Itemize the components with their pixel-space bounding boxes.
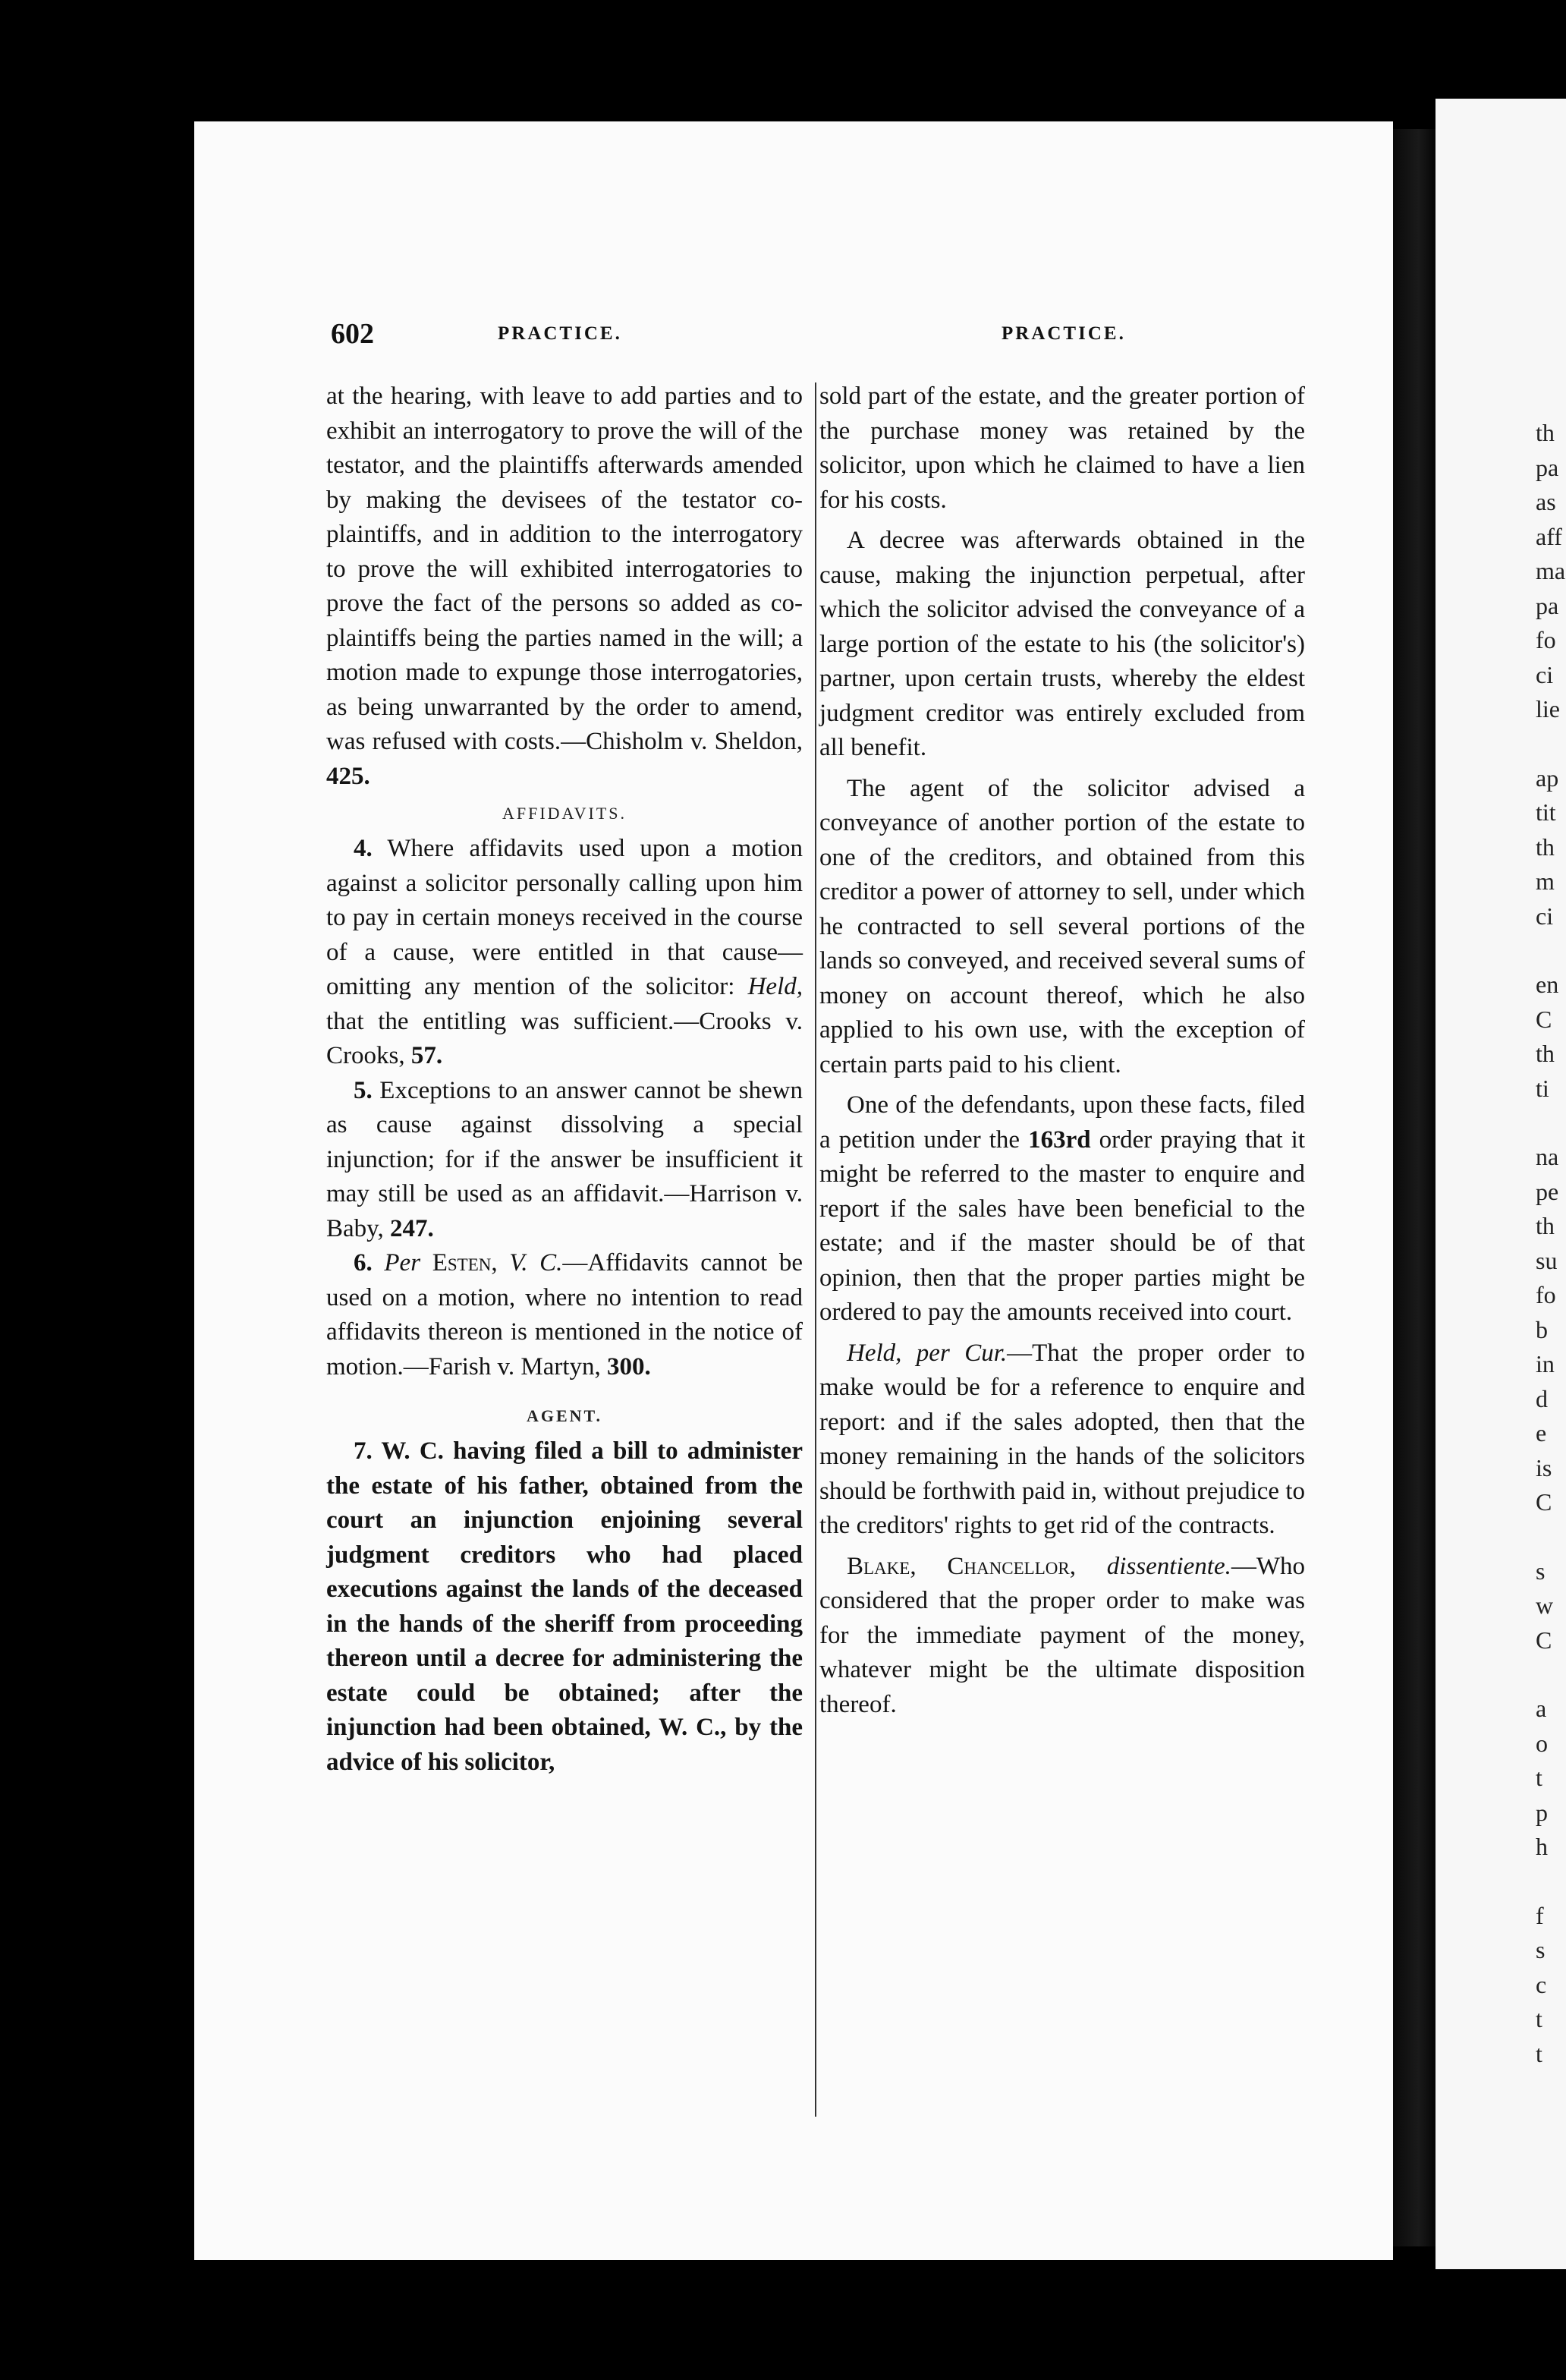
paragraph-text: —Affidavits cannot be used on a motion, where no intention to read affidavits thereon is mentioned in the notice of motion.—Farish v. Martyn,: [326, 1249, 803, 1380]
running-head-left: PRACTICE.: [498, 323, 622, 344]
facing-page-fragment: t: [1536, 1764, 1542, 1791]
paragraph-6: [326, 1246, 803, 1384]
facing-page-fragment: aff: [1536, 522, 1562, 550]
paragraph-text: Exceptions to an answer cannot be shewn as cause against dissolving a special injunction; for if the answer be insufficient it may still be used as an affidavit.—Harrison v. Baby,: [326, 1076, 803, 1242]
facing-page-fragment: p: [1536, 1798, 1548, 1826]
facing-page-text-fragments: [1536, 416, 1566, 2071]
per-italic: Per: [372, 1249, 432, 1277]
paragraph-held: [819, 1336, 1305, 1544]
facing-page-fragment: su: [1536, 1246, 1558, 1274]
paragraph-number: 7.: [354, 1437, 373, 1465]
case-page-ref: 425.: [326, 762, 370, 790]
paragraph-petition: [819, 1088, 1305, 1330]
facing-page-fragment: m: [1536, 867, 1555, 895]
held-per-cur: Held, per Cur.: [847, 1339, 1008, 1367]
paragraph-number: 4.: [354, 835, 373, 862]
paragraph-text: W. C. having filed a bill to administer the estate of his father, obtained from the court an injunction enjoining several judgment creditors who had placed executions against the lands of the deceased in the hands of the sheriff from proceeding thereon until a decree for administering the estate could be obtained; after the injunction had been obtained, W. C., by the advice of his solicitor,: [326, 1437, 803, 1776]
facing-page-fragment: ma: [1536, 557, 1566, 584]
facing-page-fragment: as: [1536, 488, 1556, 515]
column-rule: [815, 382, 816, 2117]
facing-page-fragment: th: [1536, 1212, 1555, 1239]
paragraph-4: [326, 832, 803, 1074]
judge-title: V. C.: [497, 1249, 563, 1277]
facing-page-fragment: fo: [1536, 1281, 1556, 1308]
case-page-ref: 300.: [607, 1352, 651, 1380]
facing-page-fragment: pa: [1536, 453, 1559, 481]
facing-page-fragment: pe: [1536, 1177, 1559, 1205]
right-column: [819, 379, 1305, 1722]
facing-page-fragment: ti: [1536, 1074, 1549, 1102]
paragraph-text: One of the defendants, upon these facts, filed a petition under the: [819, 1091, 1305, 1154]
facing-page-fragment: ci: [1536, 902, 1554, 930]
paragraph-number: 6.: [354, 1249, 373, 1277]
facing-page-fragment: in: [1536, 1350, 1555, 1377]
facing-page-fragment: is: [1536, 1453, 1552, 1481]
facing-page-fragment: [1536, 1520, 1566, 1554]
facing-page-fragment: h: [1536, 1833, 1548, 1860]
facing-page-fragment: [1536, 933, 1566, 968]
facing-page-fragment: t: [1536, 2039, 1542, 2067]
facing-page-fragment: th: [1536, 419, 1555, 446]
paragraph-5: [326, 1074, 803, 1247]
facing-page-fragment: [1536, 1865, 1566, 1899]
facing-page-fragment: pa: [1536, 591, 1559, 619]
paragraph-text: —Who considered that the proper order to make was for the immediate payment of the money, whatever might be the ultimate disposition thereof.: [819, 1552, 1305, 1718]
paragraph-text: order praying that it might be referred to the master to enquire and report if the sales have been beneficial to the estate; and if the master should be of that opinion, then that the proper parties might be ordered to pay the amounts received into court.: [819, 1125, 1305, 1326]
paragraph-continued: [326, 379, 803, 794]
paragraph-dissent: [819, 1550, 1305, 1723]
facing-page-fragment: na: [1536, 1143, 1559, 1170]
facing-page-fragment: th: [1536, 1040, 1555, 1067]
case-page-ref: 57.: [410, 1042, 443, 1069]
facing-page-fragment: C: [1536, 1626, 1552, 1654]
facing-page-fragment: s: [1536, 1557, 1546, 1585]
paragraph-agent-conveyance: The agent of the solicitor advised a conveyance of another portion of the estate to one of the creditors, and obtained from this creditor a power of attorney to sell, under which he contracted to sell several portions of the lands so conveyed, and received several sums of money on account thereof, which he also applied to his own use, with the exception of certain parts paid to his client.: [819, 774, 1305, 1078]
facing-page-fragment: b: [1536, 1315, 1548, 1343]
section-heading-agent: AGENT.: [526, 1406, 603, 1425]
facing-page-fragment: th: [1536, 833, 1555, 861]
facing-page-fragment: a: [1536, 1695, 1547, 1722]
facing-page-fragment: [1536, 1658, 1566, 1692]
paragraph-decree: A decree was afterwards obtained in the cause, making the injunction perpetual, after which the solicitor advised the conveyance of a large portion of the estate to his (the solicitor's) partner, upon certain trusts, whereby the eldest judgment creditor was entirely excluded from all benefit.: [819, 527, 1305, 761]
judge-name: Blake, Chancellor,: [847, 1552, 1076, 1580]
case-page-ref: 247.: [390, 1214, 434, 1242]
running-head-right: PRACTICE.: [1002, 323, 1126, 344]
paragraph-text: Where affidavits used upon a motion against a solicitor personally calling upon him to pay in certain moneys received in the course of a cause, were entitled in that cause—omitting any mention of the solicitor:: [326, 835, 803, 1000]
dissentiente-italic: dissentiente.: [1075, 1552, 1231, 1580]
facing-page-fragment: e: [1536, 1419, 1547, 1447]
book-spine-shadow: [1393, 129, 1436, 2246]
paragraph-text: —That the proper order to make would be for a reference to enquire and report: and if the sales adopted, then that the money remaining in the hands of the solicitors should be forthwith paid in, without prejudice to the creditors' rights to get rid of the contracts.: [819, 1339, 1305, 1539]
order-number: 163rd: [1028, 1125, 1091, 1154]
paragraph-text: that the entitling was sufficient.—Crooks v. Crooks,: [326, 1007, 803, 1069]
facing-page-fragment: f: [1536, 1901, 1544, 1929]
facing-page-fragment: fo: [1536, 626, 1556, 653]
facing-page-fragment: C: [1536, 1488, 1552, 1516]
facing-page-fragment: t: [1536, 2005, 1542, 2032]
judge-name: Esten,: [432, 1249, 498, 1277]
facing-page-fragment: c: [1536, 1970, 1547, 1998]
page-number: 602: [331, 318, 374, 350]
facing-page-fragment: [1536, 1106, 1566, 1140]
paragraph-continued: sold part of the estate, and the greater portion of the purchase money was retained by the solicitor, upon which he claimed to have a lien for his costs.: [819, 382, 1305, 514]
left-column: [326, 379, 803, 1780]
section-heading-affidavits: AFFIDAVITS.: [502, 804, 627, 823]
facing-page-fragment: en: [1536, 971, 1559, 998]
facing-page-fragment: lie: [1536, 695, 1560, 722]
facing-page-fragment: ci: [1536, 660, 1554, 688]
facing-page-fragment: d: [1536, 1384, 1548, 1412]
facing-page-fragment: C: [1536, 1005, 1552, 1033]
paragraph-7: [326, 1434, 803, 1780]
held-italic: Held,: [747, 973, 803, 1000]
facing-page-fragment: w: [1536, 1591, 1554, 1619]
facing-page-fragment: tit: [1536, 798, 1556, 826]
facing-page-fragment: ap: [1536, 763, 1559, 792]
facing-page-fragment: [1536, 727, 1566, 761]
paragraph-text: at the hearing, with leave to add parties and to exhibit an interrogatory to prove the will of the testator, and the plaintiffs afterwards amended by making the devisees of the testator co-plaintiffs, and in addition to the interrogatory to prove the will exhibited interrogatories to prove the fact of the persons so added as co-plaintiffs being the parties named in the will; a motion made to expunge those interrogatories, as being unwarranted by the order to amend, was refused with costs.—Chisholm v. Sheldon,: [326, 382, 803, 755]
paragraph-number: 5.: [354, 1076, 373, 1104]
page-header: [331, 317, 1317, 355]
facing-page-fragment: o: [1536, 1729, 1548, 1757]
facing-page-fragment: s: [1536, 1936, 1546, 1963]
